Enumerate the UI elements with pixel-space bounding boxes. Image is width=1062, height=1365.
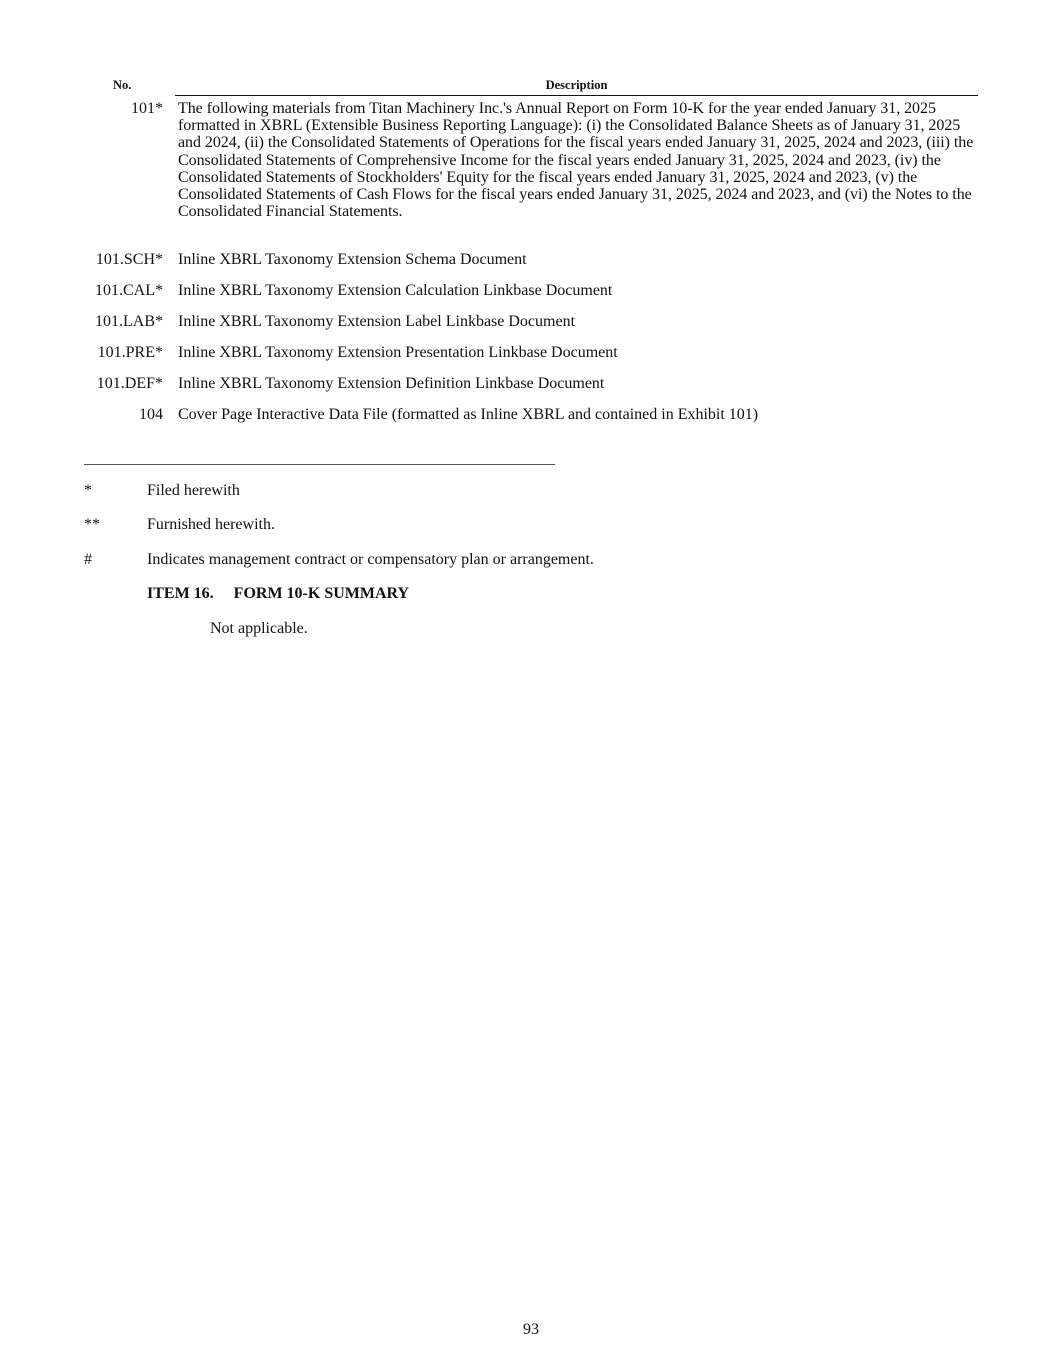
item-16-heading <box>147 585 409 603</box>
footnote-symbol: # <box>84 551 92 568</box>
exhibit-description: Inline XBRL Taxonomy Extension Label Linkbase Document <box>178 313 576 330</box>
page-number: 93 <box>523 1321 539 1338</box>
item-16-body: Not applicable. <box>210 620 308 637</box>
column-header-no: No. <box>113 78 132 92</box>
footnote-text: Furnished herewith. <box>147 516 275 533</box>
column-header-description: Description <box>545 78 608 92</box>
exhibit-number: 101.LAB* <box>95 313 163 330</box>
exhibit-description: Inline XBRL Taxonomy Extension Definition Linkbase Document <box>178 375 605 392</box>
exhibit-number: 101.CAL* <box>95 282 163 299</box>
exhibit-description: Inline XBRL Taxonomy Extension Presentation Linkbase Document <box>178 344 618 361</box>
exhibit-number: 101.SCH* <box>95 251 163 268</box>
footnote-symbol: ** <box>84 516 100 533</box>
footnote-separator <box>84 464 555 465</box>
item-title: FORM 10-K SUMMARY <box>233 585 410 602</box>
header-rule <box>175 95 978 96</box>
footnote-text: Indicates management contract or compensatory plan or arrangement. <box>147 551 594 568</box>
exhibit-description: Inline XBRL Taxonomy Extension Schema Document <box>178 251 527 268</box>
footnote-text: Filed herewith <box>147 482 240 499</box>
exhibit-description: Inline XBRL Taxonomy Extension Calculation Linkbase Document <box>178 282 613 299</box>
exhibit-description: Cover Page Interactive Data File (formatted as Inline XBRL and contained in Exhibit 101) <box>178 406 759 423</box>
exhibit-number: 101.DEF* <box>96 375 163 392</box>
exhibit-number: 101* <box>131 100 163 117</box>
exhibit-number: 101.PRE* <box>97 344 163 361</box>
exhibit-description: The following materials from Titan Machinery Inc.'s Annual Report on Form 10-K for the year ended January 31, 2025 formatted in XBRL (Extensible Business Reporting Language): (i) the Consolidated Balance Sheets as of January 31, 2025 and 2024, (ii) the Consolidated Statements of Operations for the fiscal years ended January 31, 2025, 2024 and 2023, (iii) the Consolidated Statements of Comprehensive Income for the fiscal years ended January 31, 2025, 2024 and 2023, (iv) the Consolidated Statements of Stockholders' Equity for the fiscal years ended January 31, 2025, 2024 and 2023, (v) the Consolidated Statements of Cash Flows for the fiscal years ended January 31, 2025, 2024 and 2023, and (vi) the Notes to the Consolidated Financial Statements. <box>178 100 974 221</box>
exhibit-number: 104 <box>139 406 163 423</box>
footnote-symbol: * <box>84 482 92 499</box>
item-label: ITEM 16. <box>147 585 214 602</box>
